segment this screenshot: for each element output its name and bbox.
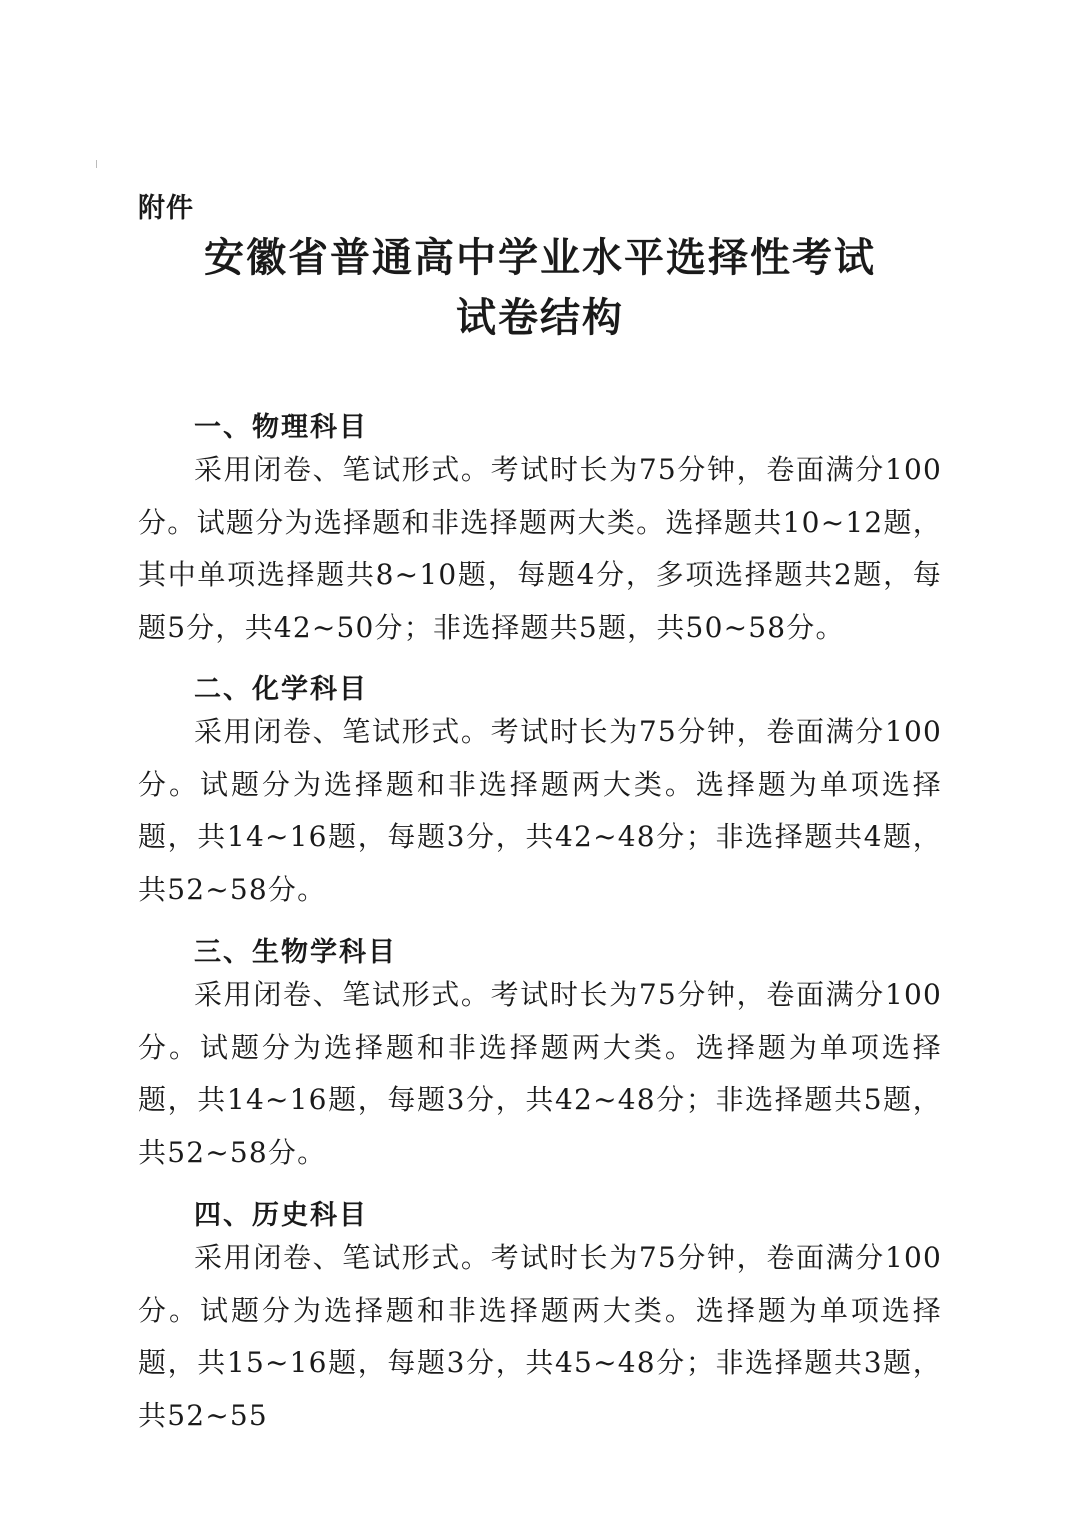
section-heading-physics: 一、物理科目 [194, 412, 368, 443]
margin-mark [96, 160, 97, 168]
section-heading-history: 四、历史科目 [194, 1200, 368, 1231]
section-heading-biology: 三、生物学科目 [194, 937, 397, 968]
document-subtitle: 试卷结构 [456, 295, 624, 341]
section-body-biology: 采用闭卷、笔试形式。考试时长为75分钟，卷面满分100分。试题分为选择题和非选择题两大类。选择题为单项选择题，共14~16题，每题3分，共42~48分；非选择题共5题，共52~58分。 [138, 978, 942, 1169]
document-title: 安徽省普通高中学业水平选择性考试 [204, 235, 876, 281]
attachment-label: 附件 [138, 193, 194, 224]
section-body-chemistry: 采用闭卷、笔试形式。考试时长为75分钟，卷面满分100分。试题分为选择题和非选择题两大类。选择题为单项选择题，共14~16题，每题3分，共42~48分；非选择题共4题，共52~58分。 [138, 715, 942, 906]
section-heading-chemistry: 二、化学科目 [194, 674, 368, 705]
section-body-history: 采用闭卷、笔试形式。考试时长为75分钟，卷面满分100分。试题分为选择题和非选择题两大类。选择题为单项选择题，共15~16题，每题3分，共45~48分；非选择题共3题，共52~55 [138, 1241, 942, 1432]
section-body-physics: 采用闭卷、笔试形式。考试时长为75分钟，卷面满分100分。试题分为选择题和非选择题两大类。选择题共10~12题，其中单项选择题共8~10题，每题4分，多项选择题共2题，每题5分，共42~50分；非选择题共5题，共50~58分。 [138, 453, 942, 644]
